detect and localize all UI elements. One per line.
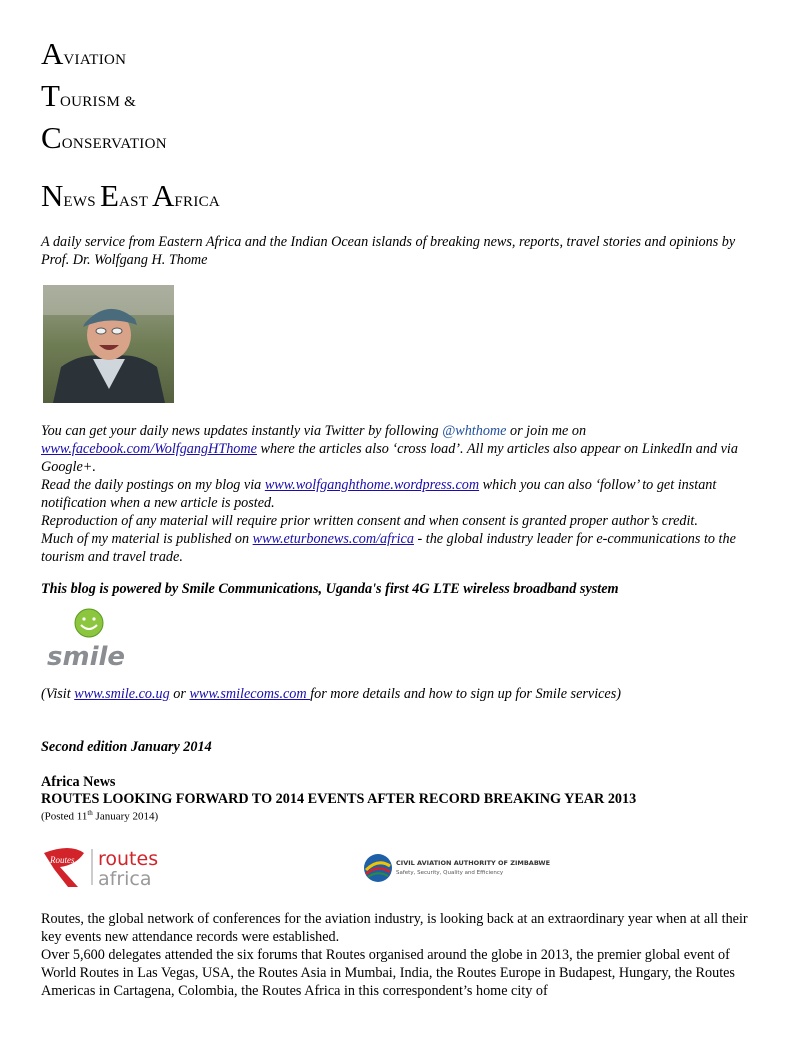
follow-paragraph: You can get your daily news updates instantly via Twitter by following @whthome or join me on www.facebook.com/WolfgangHThome where the articles also ‘cross load’. All my articles also appear on LinkedIn and via Google+. xyxy=(41,423,738,475)
posted-date: (Posted 11th January 2014) xyxy=(41,809,159,823)
author-photo xyxy=(43,285,174,403)
africa-word-text: africa xyxy=(98,868,152,890)
blog-paragraph: Read the daily postings on my blog via www.wolfganghthome.wordpress.com which you can also ‘follow’ to get instant notification when a new article is posted. xyxy=(41,477,717,511)
masthead-news-east-africa: NEWS EAST AFRICA xyxy=(41,178,221,213)
twitter-handle[interactable]: @whthome xyxy=(442,423,507,439)
caaz-tagline: Safety, Security, Quality and Efficiency xyxy=(396,870,504,876)
smile-logo xyxy=(45,607,135,671)
blog-link[interactable]: www.wolfganghthome.wordpress.com xyxy=(264,477,480,493)
smile-logo-text: smile xyxy=(47,642,126,671)
caaz-logo xyxy=(362,852,562,884)
caaz-name: CIVIL AVIATION AUTHORITY OF ZIMBABWE xyxy=(396,859,551,867)
intro-text: A daily service from Eastern Africa and the Indian Ocean islands of breaking news, reports, travel stories and opinions by Prof. Dr. Wolfgang H. Thome xyxy=(41,234,736,268)
article-paragraph-1: Routes, the global network of conferences for the aviation industry, is looking back at an extraordinary year when at all their key events new attendance records were established. xyxy=(41,911,748,945)
article-paragraph-2: Over 5,600 delegates attended the six forums that Routes organised around the globe in 2013, the premier global event of World Routes in Las Vegas, USA, the Routes Asia in Mumbai, India, the Routes Europe in Budapest, Hungary, the Routes Americas in Cartagena, Colombia, the Routes Africa in this correspondent’s home city of xyxy=(41,947,735,999)
routes-africa-logo xyxy=(40,843,175,891)
smile-ug-link[interactable]: www.smile.co.ug xyxy=(74,686,170,702)
routes-word-text: routes xyxy=(98,848,159,870)
facebook-link[interactable]: www.facebook.com/WolfgangHThome xyxy=(41,441,257,457)
reproduction-notice: Reproduction of any material will require prior written consent and when consent is granted proper author’s credit. xyxy=(41,513,698,529)
routes-mark-text: Routes xyxy=(50,855,75,865)
section-label: Africa News xyxy=(41,774,116,790)
article-headline: ROUTES LOOKING FORWARD TO 2014 EVENTS AFTER RECORD BREAKING YEAR 2013 xyxy=(41,791,637,807)
masthead-aviation: AVIATION xyxy=(41,36,127,71)
visit-line: (Visit www.smile.co.ug or www.smilecoms.com for more details and how to sign up for Smile services) xyxy=(41,686,621,702)
powered-by: This blog is powered by Smile Communications, Uganda's first 4G LTE wireless broadband system xyxy=(41,581,619,597)
published-paragraph: Much of my material is published on www.eturbonews.com/africa - the global industry leader for e-communications to the tourism and travel trade. xyxy=(41,531,736,565)
article-body xyxy=(41,910,763,1000)
smilecoms-link[interactable]: www.smilecoms.com xyxy=(189,686,311,702)
edition-label: Second edition January 2014 xyxy=(41,739,212,755)
masthead-tourism: TOURISM & xyxy=(41,78,137,113)
follow-block xyxy=(41,422,766,566)
masthead-conservation: CONSERVATION xyxy=(41,120,167,155)
eturbonews-link[interactable]: www.eturbonews.com/africa xyxy=(252,531,414,547)
